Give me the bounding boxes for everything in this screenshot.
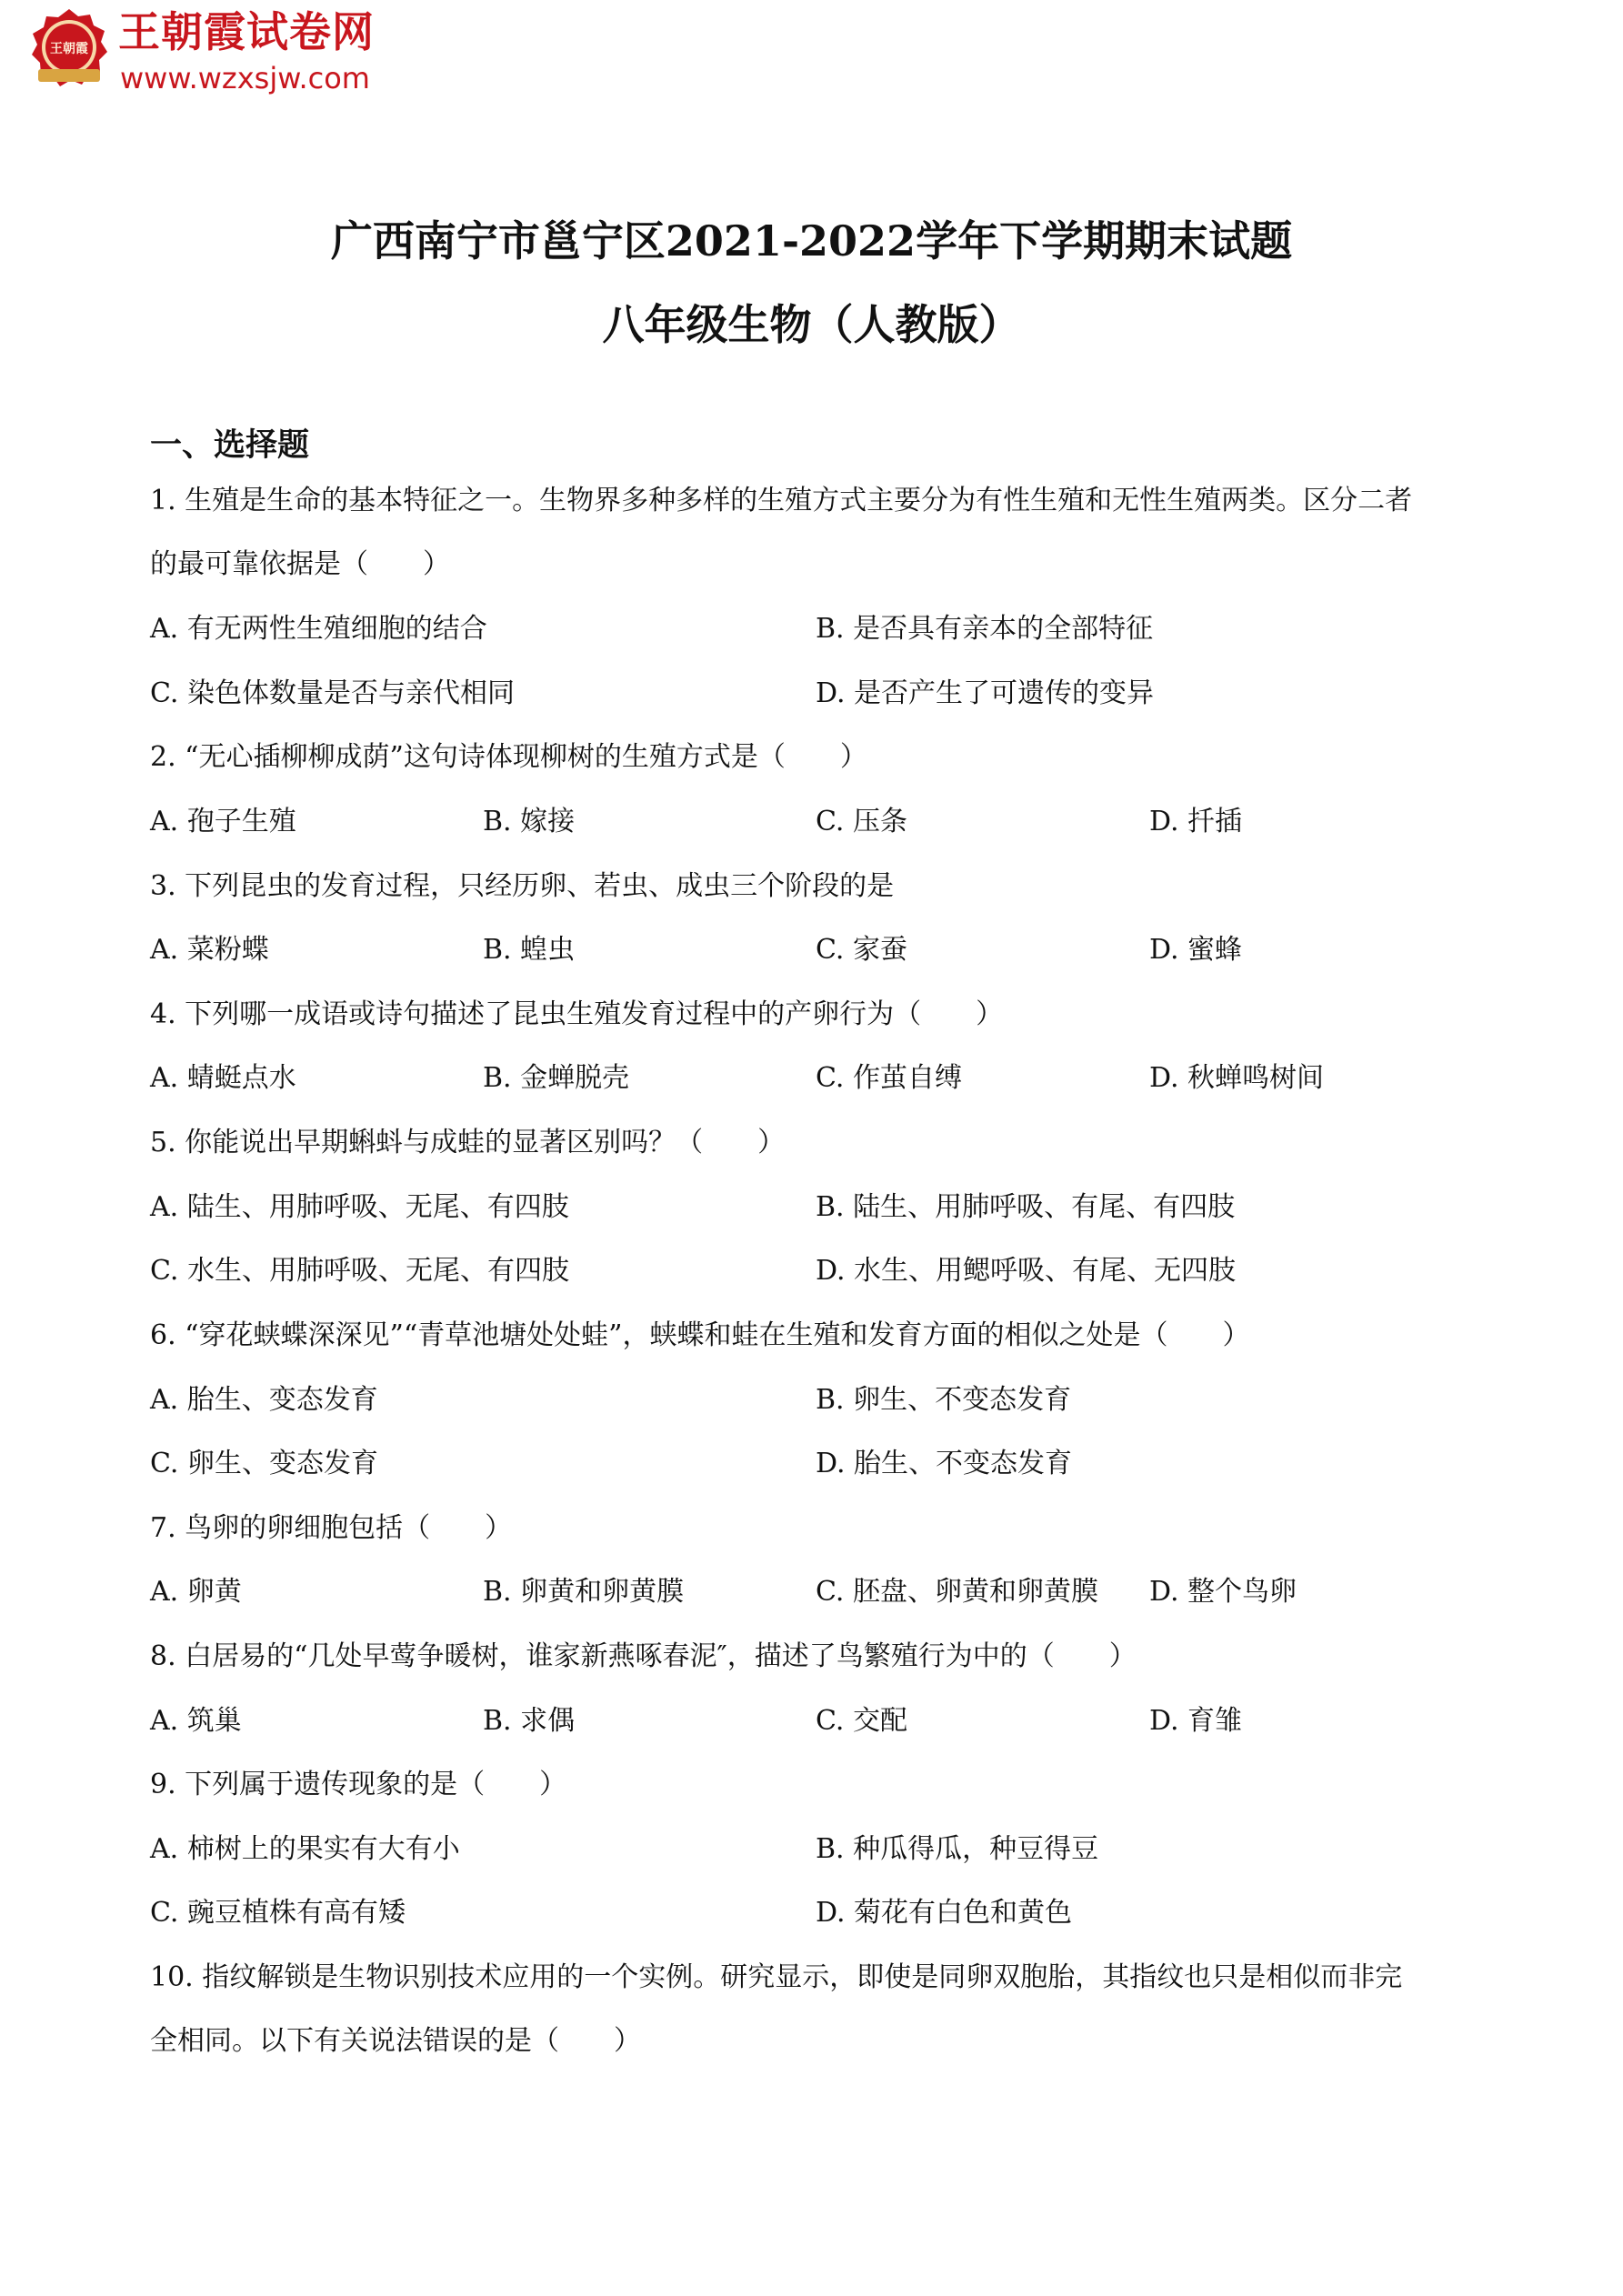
question-7-option-b[interactable]: B. 卵黄和卵黄膜 [483, 1576, 685, 1608]
question-1-stem-line-1: 1. 生殖是生命的基本特征之一。生物界多种多样的生殖方式主要分为有性生殖和无性生殖两类。区分二者 [150, 485, 1413, 516]
site-brand: 王朝霞试卷网 [118, 7, 375, 56]
site-url[interactable]: www.wzxsjw.com [120, 61, 370, 95]
question-9-option-b[interactable]: B. 种瓜得瓜，种豆得豆 [816, 1833, 1099, 1865]
question-5-stem: 5. 你能说出早期蝌蚪与成蛙的显著区别吗？（ ） [150, 1127, 786, 1158]
question-3-option-d[interactable]: D. 蜜蜂 [1149, 934, 1243, 966]
question-4-option-a[interactable]: A. 蜻蜓点水 [150, 1062, 296, 1094]
question-5-option-c[interactable]: C. 水生、用肺呼吸、无尾、有四肢 [150, 1255, 569, 1287]
question-3-stem: 3. 下列昆虫的发育过程，只经历卵、若虫、成虫三个阶段的是 [150, 870, 895, 902]
site-logo [27, 7, 111, 91]
question-6-option-b[interactable]: B. 卵生、不变态发育 [816, 1384, 1072, 1416]
question-7-stem: 7. 鸟卵的卵细胞包括（ ） [150, 1512, 513, 1544]
question-7-option-c[interactable]: C. 胚盘、卵黄和卵黄膜 [816, 1576, 1098, 1608]
question-3-option-a[interactable]: A. 菜粉蝶 [150, 934, 269, 966]
section-heading: 一、选择题 [150, 426, 310, 464]
question-1-option-c[interactable]: C. 染色体数量是否与亲代相同 [150, 677, 515, 709]
question-2-stem: 2. “无心插柳柳成荫”这句诗体现柳树的生殖方式是（ ） [150, 741, 867, 773]
question-6-option-d[interactable]: D. 胎生、不变态发育 [816, 1448, 1073, 1479]
question-6-option-c[interactable]: C. 卵生、变态发育 [150, 1448, 378, 1479]
question-8-option-c[interactable]: C. 交配 [816, 1705, 907, 1737]
question-3-option-b[interactable]: B. 蝗虫 [483, 934, 576, 966]
question-7-option-a[interactable]: A. 卵黄 [150, 1576, 242, 1608]
question-2-option-b[interactable]: B. 嫁接 [483, 806, 576, 837]
question-1-stem-line-2: 的最可靠依据是（ ） [150, 548, 450, 580]
question-9-stem: 9. 下列属于遗传现象的是（ ） [150, 1769, 567, 1800]
question-2-option-c[interactable]: C. 压条 [816, 806, 907, 837]
question-8-option-a[interactable]: A. 筑巢 [150, 1705, 242, 1737]
question-9-option-d[interactable]: D. 菊花有白色和黄色 [816, 1897, 1073, 1929]
question-2-option-a[interactable]: A. 孢子生殖 [150, 806, 296, 837]
logo-text: 王朝霞 [50, 42, 88, 56]
question-4-option-c[interactable]: C. 作茧自缚 [816, 1062, 962, 1094]
question-5-option-b[interactable]: B. 陆生、用肺呼吸、有尾、有四肢 [816, 1191, 1236, 1223]
question-8-option-d[interactable]: D. 育雏 [1149, 1705, 1243, 1737]
question-8-stem: 8. 白居易的“几处早莺争暖树，谁家新燕啄春泥″，描述了鸟繁殖行为中的（ ） [150, 1640, 1137, 1672]
question-5-option-d[interactable]: D. 水生、用鳃呼吸、有尾、无四肢 [816, 1255, 1237, 1287]
question-8-option-b[interactable]: B. 求偶 [483, 1705, 576, 1737]
question-4-option-d[interactable]: D. 秋蝉鸣树间 [1149, 1062, 1325, 1094]
question-6-option-a[interactable]: A. 胎生、变态发育 [150, 1384, 378, 1416]
question-1-option-a[interactable]: A. 有无两性生殖细胞的结合 [150, 613, 487, 645]
question-4-option-b[interactable]: B. 金蝉脱壳 [483, 1062, 630, 1094]
question-9-option-c[interactable]: C. 豌豆植株有高有矮 [150, 1897, 406, 1929]
question-2-option-d[interactable]: D. 扦插 [1149, 806, 1243, 837]
exam-title: 广西南宁市邕宁区2021-2022学年下学期期末试题 [330, 216, 1293, 266]
question-9-option-a[interactable]: A. 柿树上的果实有大有小 [150, 1833, 460, 1865]
exam-subtitle: 八年级生物（人教版） [602, 300, 1021, 349]
question-1-option-b[interactable]: B. 是否具有亲本的全部特征 [816, 613, 1154, 645]
question-10-stem-line-2: 全相同。以下有关说法错误的是（ ） [150, 2025, 641, 2057]
question-3-option-c[interactable]: C. 家蚕 [816, 934, 907, 966]
question-10-stem-line-1: 10. 指纹解锁是生物识别技术应用的一个实例。研究显示，即使是同卵双胞胎，其指纹也只是相似而非完 [150, 1961, 1403, 1993]
question-6-stem: 6. “穿花蛱蝶深深见”“青草池塘处处蛙”，蛱蝶和蛙在生殖和发育方面的相似之处是（ ） [150, 1319, 1250, 1351]
question-7-option-d[interactable]: D. 整个鸟卵 [1149, 1576, 1297, 1608]
question-5-option-a[interactable]: A. 陆生、用肺呼吸、无尾、有四肢 [150, 1191, 569, 1223]
question-1-option-d[interactable]: D. 是否产生了可遗传的变异 [816, 677, 1155, 709]
question-4-stem: 4. 下列哪一成语或诗句描述了昆虫生殖发育过程中的产卵行为（ ） [150, 998, 1004, 1030]
